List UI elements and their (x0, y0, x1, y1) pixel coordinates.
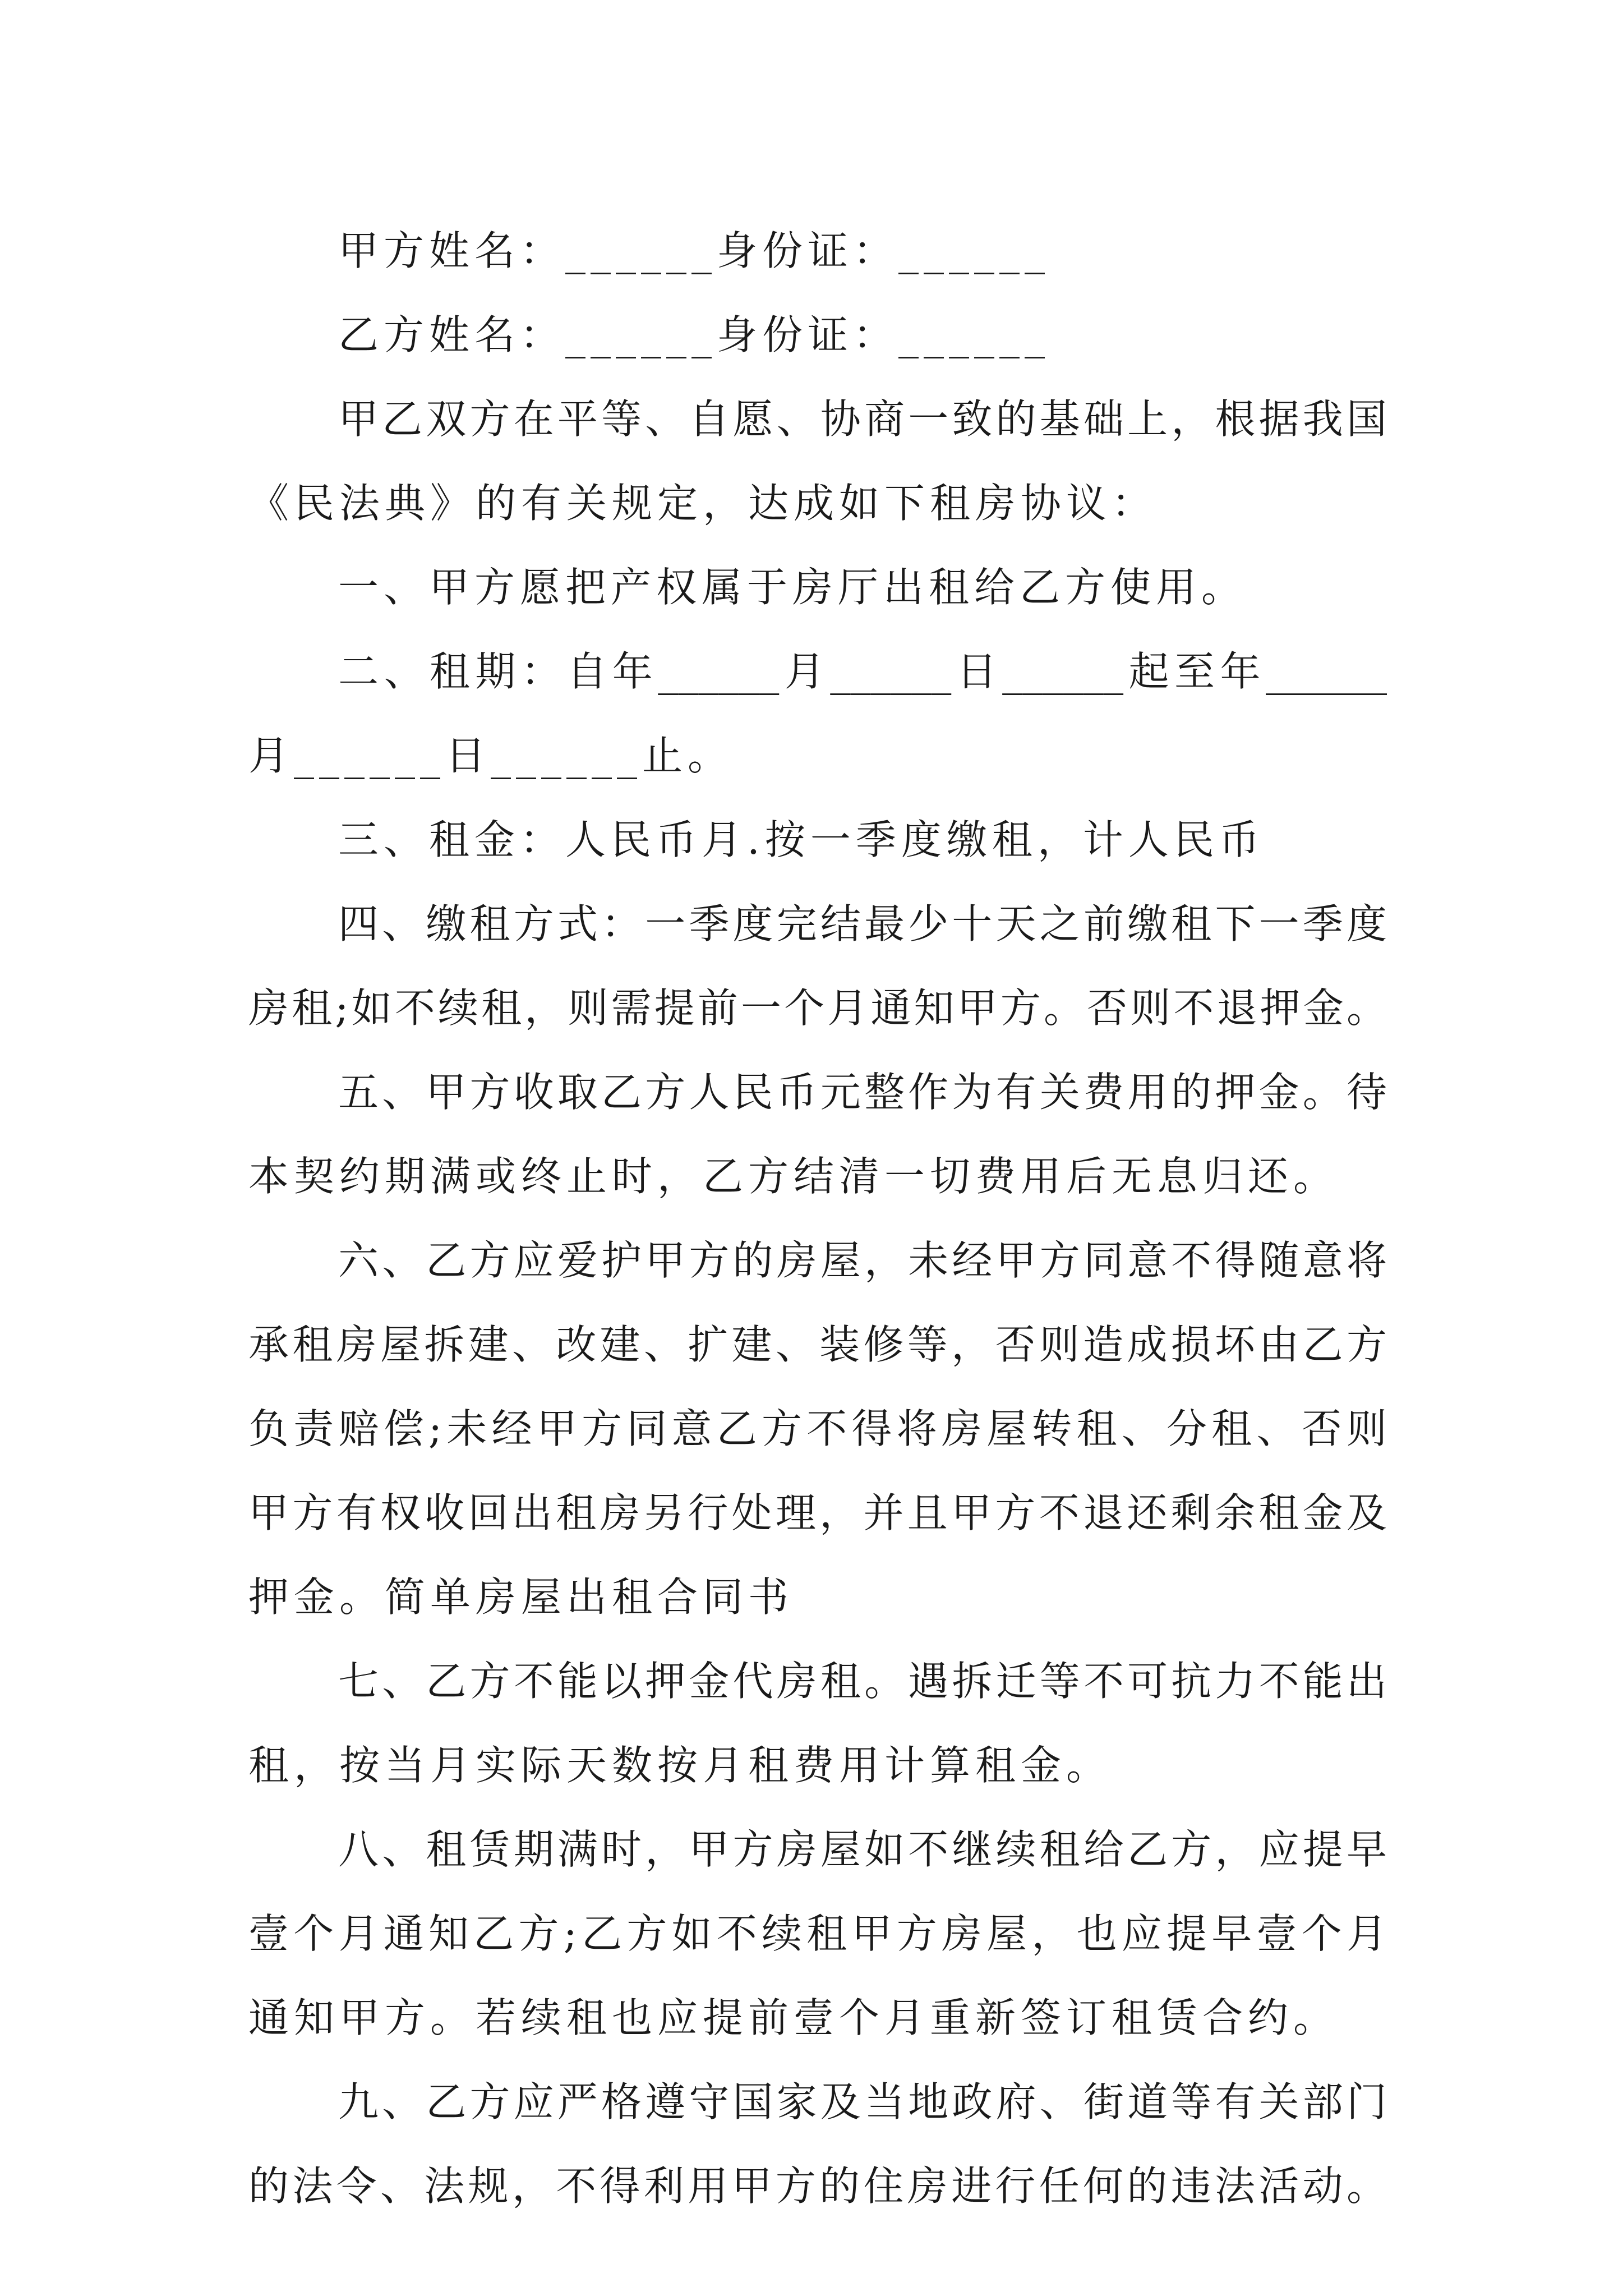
clause-1: 一、甲方愿把产权属于房厅出租给乙方使用。 (338, 564, 1247, 611)
preamble-line-1: 甲乙双方在平等、自愿、协商一致的基础上，根据我国 (338, 395, 1387, 443)
clause-6-line-1: 六、乙方应爱护甲方的房屋，未经甲方同意不得随意将 (338, 1237, 1387, 1284)
preamble-line-2: 《民法典》的有关规定，达成如下租房协议： (248, 480, 1158, 527)
clause-2-line-1: 二、租期：自年______月______日______起至年______ (338, 648, 1387, 695)
clause-7-line-2: 租，按当月实际天数按月租费用计算租金。 (248, 1742, 1112, 1789)
clause-7-line-1: 七、乙方不能以押金代房租。遇拆迁等不可抗力不能出 (338, 1658, 1387, 1705)
clause-6-line-3: 负责赔偿;未经甲方同意乙方不得将房屋转租、分租、否则 (248, 1405, 1387, 1452)
clause-9-line-2: 的法令、法规，不得利用甲方的住房进行任何的违法活动。 (248, 2162, 1387, 2210)
clause-3: 三、租金：人民币月.按一季度缴租，计人民币 (338, 816, 1265, 863)
clause-5-line-1: 五、甲方收取乙方人民币元整作为有关费用的押金。待 (338, 1069, 1387, 1116)
clause-6-line-2: 承租房屋拆建、改建、扩建、装修等，否则造成损坏由乙方 (248, 1321, 1387, 1368)
clause-8-line-3: 通知甲方。若续租也应提前壹个月重新签订租赁合约。 (248, 1994, 1339, 2041)
clause-8-line-1: 八、租赁期满时，甲方房屋如不继续租给乙方，应提早 (338, 1826, 1387, 1873)
party-a-line: 甲方姓名：______身份证：______ (338, 227, 1050, 274)
clause-9-line-1: 九、乙方应严格遵守国家及当地政府、街道等有关部门 (338, 2078, 1387, 2125)
clause-8-line-2: 壹个月通知乙方;乙方如不续租甲方房屋，也应提早壹个月 (248, 1910, 1387, 1957)
clause-4-line-1: 四、缴租方式：一季度完结最少十天之前缴租下一季度 (338, 900, 1387, 947)
party-b-line: 乙方姓名：______身份证：______ (338, 311, 1050, 358)
clause-5-line-2: 本契约期满或终止时，乙方结清一切费用后无息归还。 (248, 1153, 1339, 1200)
clause-2-line-2: 月______日______止。 (248, 732, 734, 779)
clause-6-line-4: 甲方有权收回出租房另行处理，并且甲方不退还剩余租金及 (248, 1489, 1387, 1536)
clause-4-line-2: 房租;如不续租，则需提前一个月通知甲方。否则不退押金。 (248, 984, 1387, 1032)
clause-6-line-5: 押金。简单房屋出租合同书 (248, 1573, 794, 1621)
